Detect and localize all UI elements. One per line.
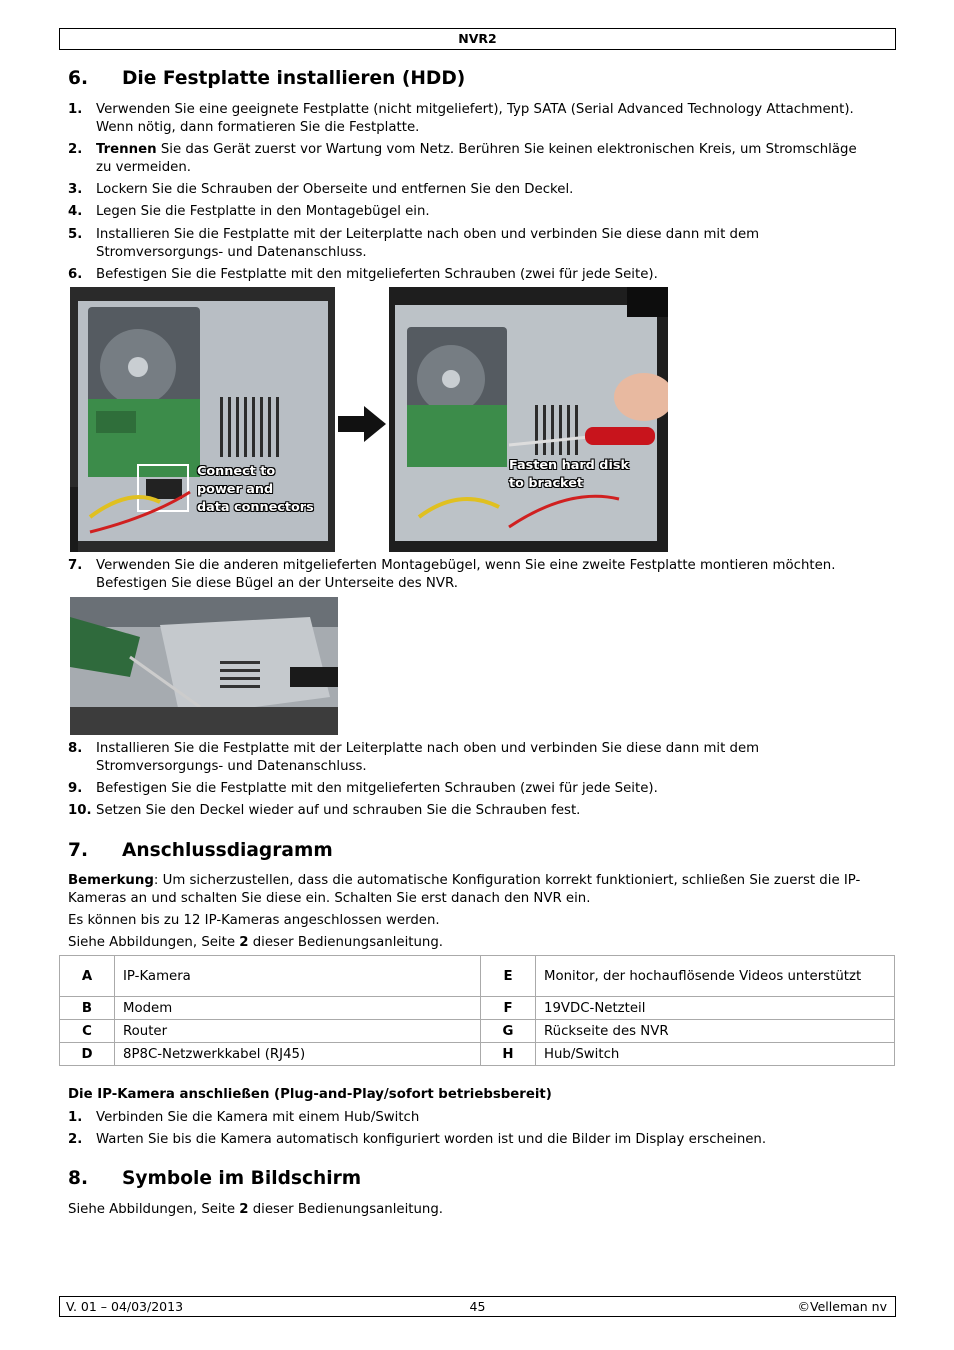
see-figures-text: Siehe Abbildungen, Seite 2 dieser Bedienungsanleitung. xyxy=(68,935,444,950)
section7-heading: 7. Anschlussdiagramm xyxy=(68,840,333,861)
table-row: D 8P8C-Netzwerkkabel (RJ45) H Hub/Switch xyxy=(60,1043,895,1066)
legend-table xyxy=(59,955,895,1066)
page-header xyxy=(59,28,896,50)
list-item: 3. Lockern Sie die Schrauben der Oberseite und entfernen Sie den Deckel. xyxy=(68,182,574,197)
footer-version: V. 01 – 04/03/2013 xyxy=(66,1299,184,1314)
footer-page-number: 45 xyxy=(469,1299,486,1314)
list-item: 1. Verwenden Sie eine geeignete Festplatte (nicht mitgeliefert), Typ SATA (Serial Advanced Technology Attachment). Wenn nötig, dann formatieren Sie die Festplatte. xyxy=(68,102,854,135)
hdd-connector-photo xyxy=(70,287,335,552)
bracket-photo xyxy=(70,597,338,735)
note-paragraph: Bemerkung: Um sicherzustellen, dass die automatische Konfiguration korrekt funktioniert, schließen Sie zuerst die IP-Kameras an und schalten Sie diese ein. Schalten Sie erst danach den NVR ein. xyxy=(68,873,861,906)
arrow-right-icon xyxy=(338,406,386,442)
header-title: NVR2 xyxy=(458,31,497,46)
list-item: 4. Legen Sie die Festplatte in den Montagebügel ein. xyxy=(68,204,430,219)
list-item: 8. Installieren Sie die Festplatte mit der Leiterplatte nach oben und verbinden Sie diese dann mit dem Stromversorgungs- und Datenanschluss. xyxy=(68,741,760,774)
hdd-fasten-photo xyxy=(389,287,668,552)
subsection-heading: Die IP-Kamera anschließen (Plug-and-Play/sofort betriebsbereit) xyxy=(68,1087,552,1102)
camera-count-text: Es können bis zu 12 IP-Kameras angeschlossen werden. xyxy=(68,913,440,928)
photo2-caption: Fasten hard disk to bracket xyxy=(509,458,629,491)
list-item: 7. Verwenden Sie die anderen mitgelieferten Montagebügel, wenn Sie eine zweite Festplatte montieren möchten. Befestigen Sie diese Bügel an der Unterseite des NVR. xyxy=(68,558,836,591)
footer-copyright: ©Velleman nv xyxy=(797,1299,887,1314)
list-item: 2. Warten Sie bis die Kamera automatisch konfiguriert worden ist und die Bilder im Display erscheinen. xyxy=(68,1132,767,1147)
table-row: B Modem F 19VDC-Netzteil xyxy=(60,997,895,1020)
list-item: 10. Setzen Sie den Deckel wieder auf und schrauben Sie die Schrauben fest. xyxy=(68,803,581,818)
photo1-caption: Connect to power and data connectors xyxy=(197,464,314,515)
section8-heading: 8. Symbole im Bildschirm xyxy=(68,1168,362,1189)
list-item: 6. Befestigen Sie die Festplatte mit den mitgelieferten Schrauben (zwei für jede Seite). xyxy=(68,267,658,282)
table-row: C Router G Rückseite des NVR xyxy=(60,1020,895,1043)
section6-heading: 6. Die Festplatte installieren (HDD) xyxy=(68,68,466,89)
list-item: 2. Trennen Sie das Gerät zuerst vor Wartung vom Netz. Berühren Sie keinen elektronischen Kreis, um Stromschläge zu vermeiden. xyxy=(68,142,857,175)
list-item: 5. Installieren Sie die Festplatte mit der Leiterplatte nach oben und verbinden Sie diese dann mit dem Stromversorgungs- und Datenanschluss. xyxy=(68,227,760,260)
page-footer xyxy=(59,1296,896,1317)
list-item: 9. Befestigen Sie die Festplatte mit den mitgelieferten Schrauben (zwei für jede Seite). xyxy=(68,781,658,796)
list-item: 1. Verbinden Sie die Kamera mit einem Hub/Switch xyxy=(68,1110,420,1125)
table-row: A IP-Kamera E Monitor, der hochauflösende Videos unterstützt xyxy=(60,956,895,997)
see-figures-text: Siehe Abbildungen, Seite 2 dieser Bedienungsanleitung. xyxy=(68,1202,444,1217)
